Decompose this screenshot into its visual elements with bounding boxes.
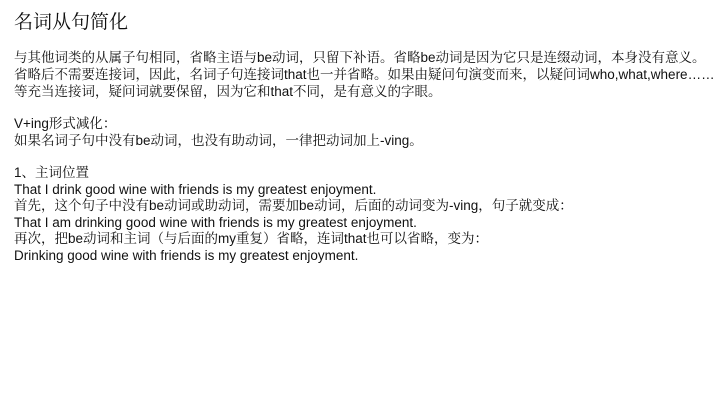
ving-rule: 如果名词子句中没有be动词，也没有助动词，一律把动词加上-ving。 xyxy=(14,133,423,148)
ving-heading: V+ing形式减化： xyxy=(14,116,117,131)
intro-line-1: 与其他词类的从属子句相同，省略主语与be动词，只留下补语。省略be动词是因为它只是连缀动词，本身没有意义。 xyxy=(14,50,706,65)
intro-line-2: 省略后不需要连接词，因此，名词子句连接词that也一并省略。如果由疑问句演变而来，以疑问词who,what,where…… xyxy=(14,67,715,82)
page-title: 名词从句简化 xyxy=(14,12,129,33)
example-step-2: 再次，把be动词和主词（与后面的my重复）省略，连词that也可以省略，变为： xyxy=(14,231,489,246)
intro-paragraph xyxy=(14,49,718,100)
example-sentence-1: That I drink good wine with friends is my greatest enjoyment. xyxy=(14,181,377,197)
intro-line-3: 等充当连接词，疑问词就要保留，因为它和that不同，是有意义的字眼。 xyxy=(14,84,442,99)
example-sentence-3: Drinking good wine with friends is my greatest enjoyment. xyxy=(14,247,359,263)
ving-section xyxy=(14,115,718,149)
example-heading: 1、主词位置 xyxy=(14,165,90,180)
example-sentence-2: That I am drinking good wine with friends is my greatest enjoyment. xyxy=(14,214,417,230)
example-section xyxy=(14,165,718,264)
example-step-1: 首先，这个句子中没有be动词或助动词，需要加be动词，后面的动词变为-ving，句子就变成： xyxy=(14,198,573,213)
